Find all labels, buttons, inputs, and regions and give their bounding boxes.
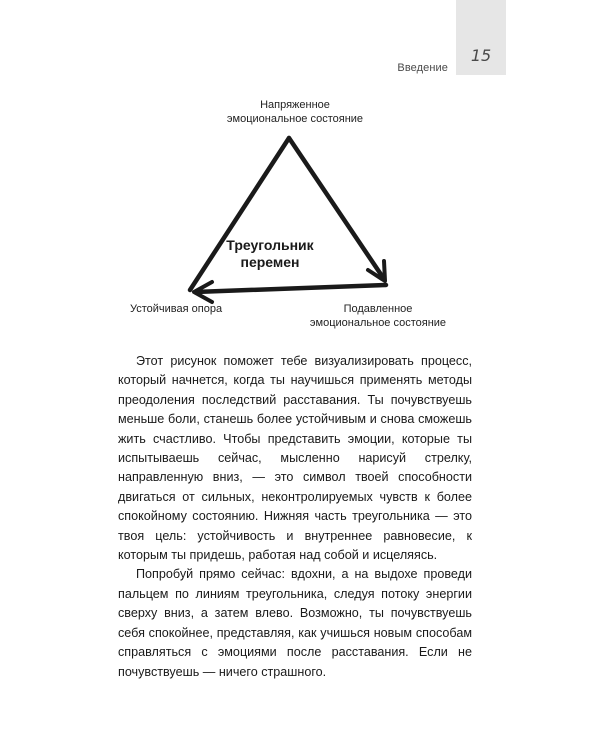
- stable-base-label: Устойчивая опора: [130, 303, 223, 315]
- tense-state-label: Напряженное эмоциональное состояние: [226, 99, 364, 125]
- depressed-state-label: Подавленное эмоциональное состояние: [309, 303, 447, 329]
- body-text: [118, 352, 472, 682]
- triangle-bottom-edge: [195, 285, 386, 292]
- paragraph: Этот рисунок поможет тебе визуализировать процесс, который начнется, когда ты научишься применять методы преодоления последствий расставания. Ты почувствуешь меньше боли, станешь более устойчивым и снова сможешь жить счастливо. Чтобы представить эмоции, которые ты испытываешь сейчас, мысленно нарисуй стрелку, направленную вниз, — это символ твоей способности двигаться от сильных, неконтролируемых чувств к более спокойному состоянию. Нижняя часть треугольника — это твоя цель: устойчивость и внутреннее равновесие, к которым ты придешь, работая над собой и исцеляясь.: [118, 354, 472, 563]
- diagram-title: Треугольник перемен: [226, 237, 314, 270]
- paragraph: Попробуй прямо сейчас: вдохни, а на выдохе проведи пальцем по линиям треугольника, следуя потоку энергии сверху вниз, а затем влево. Возможно, ты почувствуешь себя спокойнее, представляя, как учишься новым способам справляться с эмоциями после расставания. Если не почувствуешь — ничего страшного.: [118, 567, 472, 679]
- triangle-of-change-diagram: [0, 0, 600, 350]
- running-head: Введение: [397, 62, 448, 74]
- page-number: 15: [470, 46, 492, 65]
